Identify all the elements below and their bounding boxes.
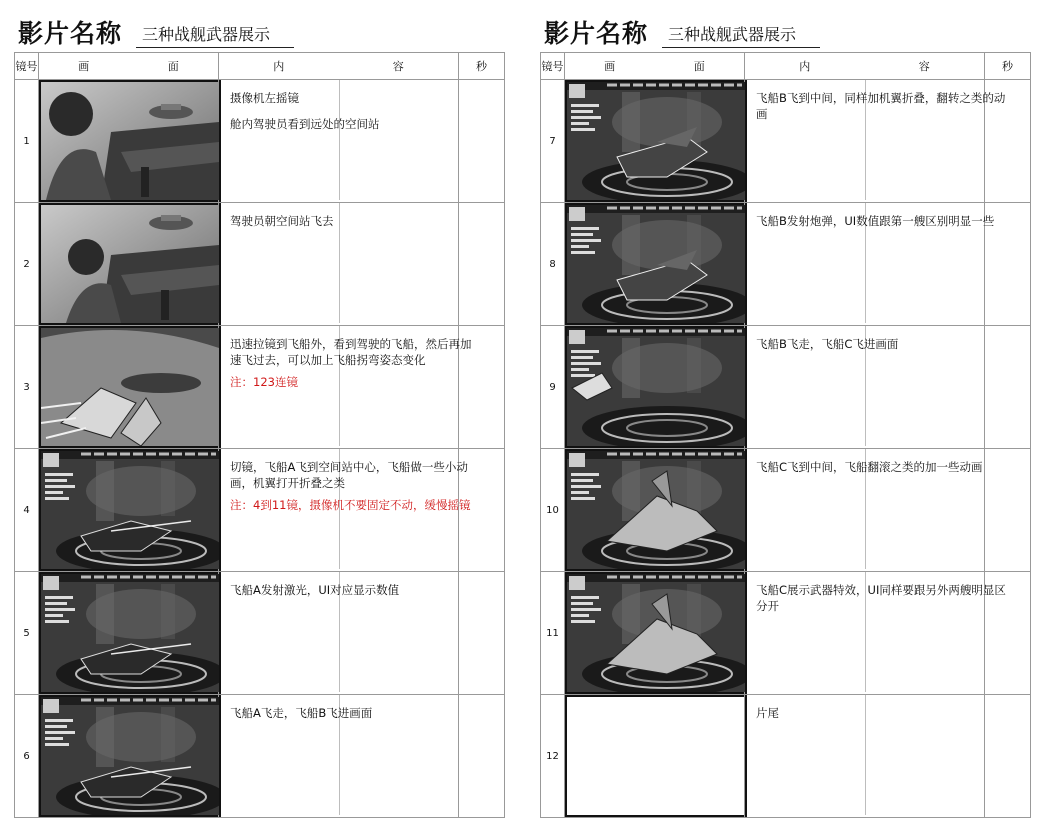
frame-cell [565, 326, 745, 449]
shot-number: 6 [15, 695, 39, 818]
shot-number: 11 [541, 572, 565, 695]
storyboard-frame-image [39, 572, 221, 694]
storyboard-row [15, 572, 505, 695]
shot-description-cell [219, 326, 472, 449]
storyboard-row [541, 572, 1031, 695]
description-line: 迅速拉镜到飞船外，看到驾驶的飞船，然后再加速飞过去，可以加上飞船拐弯姿态变化 [230, 337, 472, 367]
shot-number: 5 [15, 572, 39, 695]
column-header-seconds: 秒 [985, 53, 1031, 80]
storyboard-table [540, 52, 1031, 818]
frame-cell [565, 572, 745, 695]
column-header-frame: 画 面 [565, 53, 745, 80]
shot-note: 注：123连镜 [230, 375, 298, 389]
storyboard-row [15, 326, 505, 449]
shot-description-cell [219, 203, 459, 326]
storyboard-row [541, 80, 1031, 203]
frame-cell [39, 449, 219, 572]
storyboard-frame-image [39, 203, 221, 325]
description-line: 切镜，飞船A飞到空间站中心，飞船做一些小动画，机翼打开折叠之类 [230, 460, 468, 490]
description-line: 飞船B飞走，飞船C飞进画面 [756, 337, 899, 351]
film-title-label: 影片名称 [544, 19, 649, 48]
shot-description [756, 582, 1006, 614]
shot-description [756, 213, 1006, 229]
shot-number: 3 [15, 326, 39, 449]
storyboard-frame-image [39, 695, 221, 817]
table-header-row [15, 53, 505, 80]
description-line: 飞船B飞到中间，同样加机翼折叠，翻转之类的动画 [756, 91, 1006, 121]
shot-description-cell [219, 449, 471, 572]
description-line: 飞船C展示武器特效，UI同样要跟另外两艘明显区分开 [756, 583, 1006, 613]
storyboard-sheet-right [540, 0, 1032, 816]
storyboard-row [541, 449, 1031, 572]
shot-number: 9 [541, 326, 565, 449]
description-line: 飞船C飞到中间，飞船翻滚之类的加一些动画 [756, 460, 983, 474]
storyboard-row [15, 203, 505, 326]
storyboard-frame-image [565, 572, 747, 694]
shot-description [756, 90, 1006, 122]
column-header-frame: 画 面 [39, 53, 219, 80]
description-line: 飞船A飞走，飞船B飞进画面 [230, 706, 373, 720]
shot-description-cell [219, 80, 459, 203]
shot-description [756, 705, 1006, 721]
frame-cell [39, 572, 219, 695]
storyboard-row [541, 326, 1031, 449]
shot-number: 2 [15, 203, 39, 326]
frame-cell [565, 80, 745, 203]
column-header-seconds: 秒 [459, 53, 505, 80]
sheet-header [544, 14, 1032, 48]
film-title-value: 三种战舰武器展示 [662, 22, 820, 48]
shot-note: 注：4到11镜，摄像机不要固定不动，缓慢摇镜 [230, 498, 471, 512]
table-header-row [541, 53, 1031, 80]
shot-description-cell [219, 572, 459, 695]
storyboard-frame-image [565, 80, 747, 202]
shot-description-cell [745, 326, 985, 449]
storyboard-frame-image [39, 326, 221, 448]
description-line: 摄像机左摇镜 [230, 91, 299, 105]
description-line: 片尾 [756, 706, 779, 720]
description-line: 驾驶员朝空间站飞去 [230, 214, 334, 228]
storyboard-row [15, 80, 505, 203]
shot-number: 12 [541, 695, 565, 818]
storyboard-row [15, 695, 505, 818]
storyboard-frame-image [39, 80, 221, 202]
shot-description [230, 459, 480, 513]
frame-cell [565, 449, 745, 572]
description-line: 飞船A发射激光，UI对应显示数值 [230, 583, 400, 597]
storyboard-table [14, 52, 505, 818]
film-title-label: 影片名称 [18, 19, 123, 48]
shot-description [230, 336, 480, 390]
column-header-shot: 镜号 [541, 53, 565, 80]
shot-description-cell [745, 695, 985, 818]
frame-cell [565, 203, 745, 326]
shot-number: 8 [541, 203, 565, 326]
frame-cell [39, 695, 219, 818]
frame-cell [39, 203, 219, 326]
shot-description [756, 336, 1006, 352]
frame-cell [39, 80, 219, 203]
storyboard-row [541, 695, 1031, 818]
shot-description [230, 582, 480, 598]
shot-number: 7 [541, 80, 565, 203]
shot-description-cell [745, 449, 985, 572]
shot-number: 4 [15, 449, 39, 572]
shot-number: 1 [15, 80, 39, 203]
description-line: 飞船B发射炮弹，UI数值跟第一艘区别明显一些 [756, 214, 995, 228]
sheet-header [18, 14, 506, 48]
storyboard-row [541, 203, 1031, 326]
storyboard-sheet-left [14, 0, 506, 816]
shot-description-cell [219, 695, 459, 818]
shot-description-cell [745, 80, 1006, 203]
storyboard-frame-image [39, 449, 221, 571]
shot-number: 10 [541, 449, 565, 572]
column-header-shot: 镜号 [15, 53, 39, 80]
column-header-content: 内 容 [219, 53, 459, 80]
storyboard-frame-image [565, 326, 747, 448]
storyboard-row [15, 449, 505, 572]
shot-description-cell [745, 203, 995, 326]
film-title-value: 三种战舰武器展示 [136, 22, 294, 48]
storyboard-frame-image [565, 449, 747, 571]
column-header-content: 内 容 [745, 53, 985, 80]
frame-cell [39, 326, 219, 449]
shot-description-cell [745, 572, 1006, 695]
shot-description [756, 459, 1006, 475]
storyboard-frame-empty [565, 695, 747, 817]
storyboard-frame-image [565, 203, 747, 325]
shot-description [230, 213, 480, 229]
shot-description [230, 90, 480, 132]
frame-cell [565, 695, 745, 818]
description-line: 舱内驾驶员看到远处的空间站 [230, 117, 380, 131]
shot-description [230, 705, 480, 721]
